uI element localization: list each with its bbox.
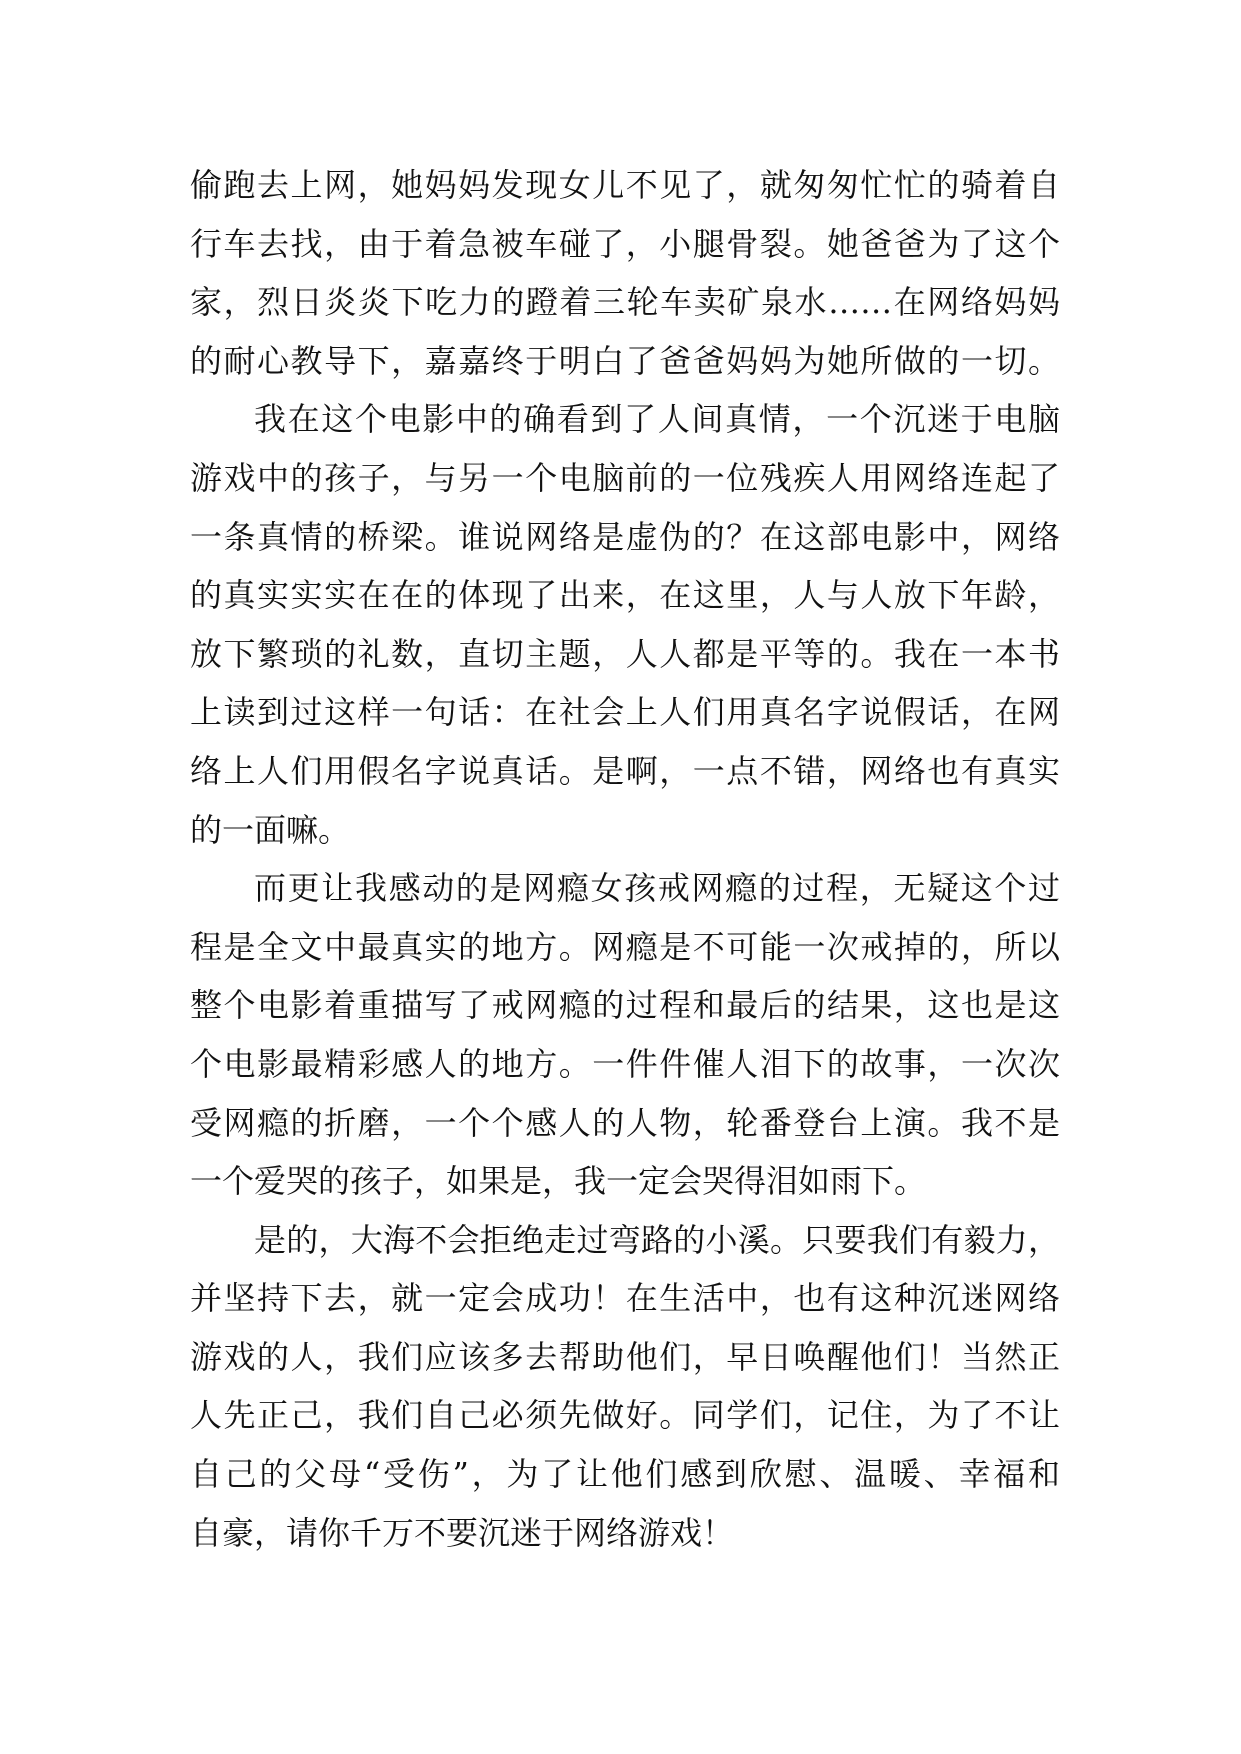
text-line: 的一面嘛。 bbox=[190, 810, 351, 849]
paragraph-1 bbox=[190, 156, 1060, 390]
text-line: 游戏的人，我们应该多去帮助他们，早日唤醒他们！当然正 bbox=[190, 1337, 1060, 1376]
text-line: 一个爱哭的孩子，如果是，我一定会哭得泪如雨下。 bbox=[190, 1162, 927, 1201]
text-line: 家，烈日炎炎下吃力的蹬着三轮车卖矿泉水……在网络妈妈 bbox=[190, 283, 1060, 322]
text-line: 人先正己，我们自己必须先做好。同学们，记住，为了不让 bbox=[190, 1396, 1060, 1435]
text-line: 游戏中的孩子，与另一个电脑前的一位残疾人用网络连起了 bbox=[190, 458, 1060, 497]
paragraph-3 bbox=[190, 859, 1060, 1211]
text-line: 整个电影着重描写了戒网瘾的过程和最后的结果，这也是这 bbox=[190, 986, 1060, 1025]
text-line: 络上人们用假名字说真话。是啊，一点不错，网络也有真实 bbox=[190, 751, 1060, 790]
paragraph-2 bbox=[190, 390, 1060, 859]
text-line: 是的，大海不会拒绝走过弯路的小溪。只要我们有毅力， bbox=[254, 1220, 1060, 1259]
text-line: 的真实实实在在的体现了出来，在这里，人与人放下年龄， bbox=[190, 576, 1060, 615]
text-line: 偷跑去上网，她妈妈发现女儿不见了，就匆匆忙忙的骑着自 bbox=[190, 166, 1060, 204]
text-line: 并坚持下去，就一定会成功！在生活中，也有这种沉迷网络 bbox=[190, 1279, 1060, 1318]
text-line: 自豪，请你千万不要沉迷于网络游戏！ bbox=[190, 1513, 735, 1552]
text-line: 放下繁琐的礼数，直切主题，人人都是平等的。我在一本书 bbox=[190, 634, 1060, 673]
text-line: 受网瘾的折磨，一个个感人的人物，轮番登台上演。我不是 bbox=[190, 1103, 1060, 1142]
text-line: 程是全文中最真实的地方。网瘾是不可能一次戒掉的，所以 bbox=[190, 927, 1060, 966]
document-body bbox=[190, 156, 1060, 1562]
text-line: 行车去找，由于着急被车碰了，小腿骨裂。她爸爸为了这个 bbox=[190, 224, 1060, 263]
text-line: 上读到过这样一句话：在社会上人们用真名字说假话，在网 bbox=[190, 693, 1060, 732]
text-line: 一条真情的桥梁。谁说网络是虚伪的？在这部电影中，网络 bbox=[190, 517, 1060, 556]
text-line: 我在这个电影中的确看到了人间真情，一个沉迷于电脑 bbox=[254, 400, 1060, 439]
text-line: 个电影最精彩感人的地方。一件件催人泪下的故事，一次次 bbox=[190, 1044, 1060, 1083]
text-line: 自己的父母“受伤”，为了让他们感到欣慰、温暖、幸福和 bbox=[190, 1455, 1060, 1494]
text-line: 而更让我感动的是网瘾女孩戒网瘾的过程，无疑这个过 bbox=[254, 869, 1060, 908]
text-line: 的耐心教导下，嘉嘉终于明白了爸爸妈妈为她所做的一切。 bbox=[190, 341, 1060, 380]
paragraph-4 bbox=[190, 1211, 1060, 1563]
